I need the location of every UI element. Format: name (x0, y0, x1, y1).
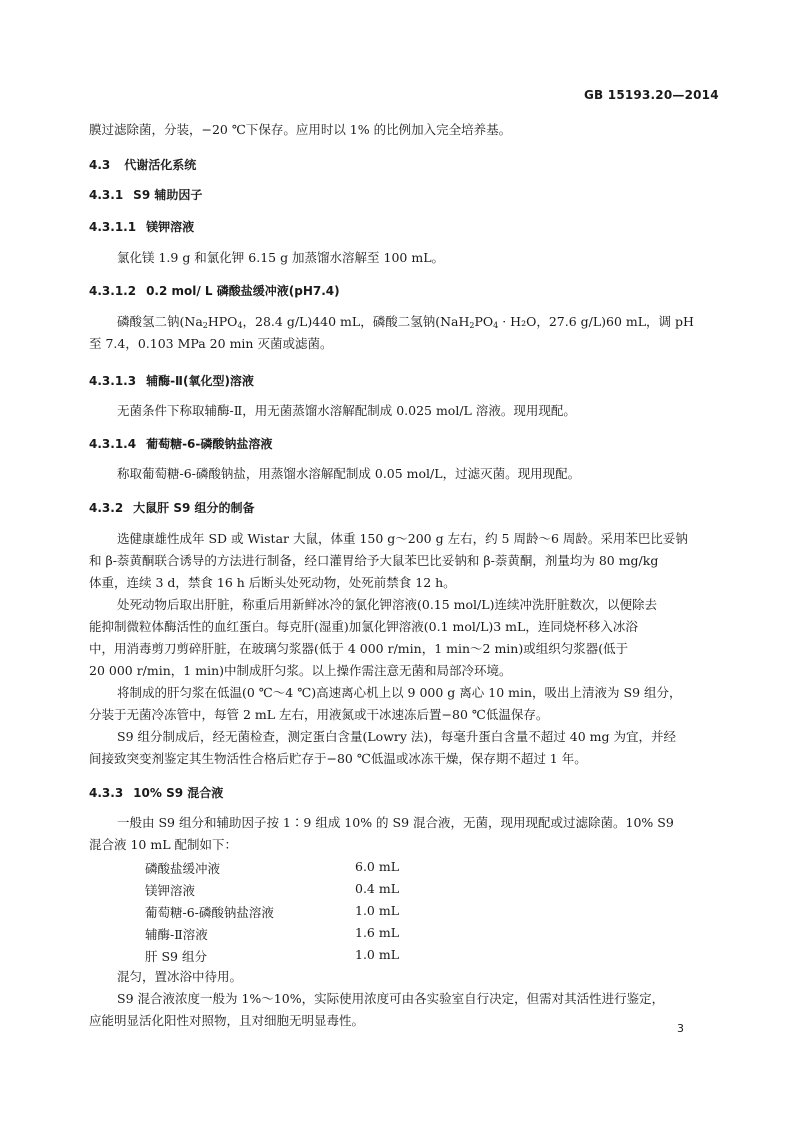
paragraph-line: S9 混合液浓度一般为 1%～10%，实际使用浓度可由各实验室自行决定，但需对其活性进行鉴定， (117, 991, 665, 1006)
paragraph-line: 20 000 r/min，1 min)中制成肝匀浆。以上操作需注意无菌和局部冷环境。 (89, 663, 512, 678)
section-number: 4.3.1.1 (89, 220, 137, 234)
paragraph-line: 处死动物后取出肝脏，称重后用新鲜冰冷的氯化钾溶液(0.15 mol/L)连续冲洗肝脏数次，以便除去 (117, 597, 657, 612)
paragraph-line: 选健康雄性成年 SD 或 Wistar 大鼠，体重 150 g～200 g 左右，约 5 周龄～6 周龄。采用苯巴比妥钠 (117, 531, 688, 546)
page-number: 3 (677, 1022, 684, 1035)
section-heading-4-3-1-3 (89, 372, 254, 389)
standard-number: GB 15193.20—2014 (584, 88, 719, 102)
section-number: 4.3.2 (89, 501, 124, 515)
section-title: 大鼠肝 S9 组分的制备 (133, 501, 255, 515)
section-heading-4-3 (89, 156, 196, 173)
section-number: 4.3 (89, 158, 111, 172)
section-number: 4.3.1.4 (89, 437, 137, 451)
section-heading-4-3-1-1 (89, 218, 194, 235)
paragraph-line: 体重，连续 3 d，禁食 16 h 后断头处死动物，处死前禁食 12 h。 (89, 575, 456, 590)
paragraph-line-formula: 磷酸氢二钠($Na_2HPO_4$，28.4 g/L)440 mL，磷酸二氢钠($NaH_2PO_4 \cdot H_2O$，27.6 g/L)60 mL，调 pH (117, 314, 694, 330)
recipe-item-name: 肝 S9 组分 (145, 949, 207, 964)
section-title: 镁钾溶液 (146, 220, 195, 234)
paragraph-line: 氯化镁 1.9 g 和氯化钾 6.15 g 加蒸馏水溶解至 100 mL。 (117, 250, 445, 265)
paragraph-line: S9 组分制成后，经无菌检查，测定蛋白含量(Lowry 法)，每毫升蛋白含量不超过 40 mg 为宜，并经 (117, 729, 676, 744)
paragraph-line: 称取葡萄糖-6-磷酸钠盐，用蒸馏水溶解配制成 0.05 mol/L，过滤灭菌。现用现配。 (117, 466, 581, 481)
paragraph-line: 一般由 S9 组分和辅助因子按 1∶9 组成 10% 的 S9 混合液，无菌，现用现配或过滤除菌。10% S9 (117, 815, 674, 830)
recipe-item-amount: 1.0 mL (355, 947, 400, 962)
section-number: 4.3.3 (89, 786, 124, 800)
paragraph-line: 膜过滤除菌，分装，−20 ℃下保存。应用时以 1% 的比例加入完全培养基。 (89, 122, 512, 137)
paragraph-line: 中，用消毒剪刀剪碎肝脏，在玻璃匀浆器(低于 4 000 r/min，1 min～2 min)或组织匀浆器(低于 (89, 641, 629, 656)
section-title: 代谢活化系统 (124, 158, 197, 172)
paragraph-line: 无菌条件下称取辅酶-Ⅱ，用无菌蒸馏水溶解配制成 0.025 mol/L 溶液。现用现配。 (117, 403, 576, 418)
paragraph-line: 应能明显活化阳性对照物，且对细胞无明显毒性。 (89, 1013, 365, 1028)
section-title: 辅酶-Ⅱ(氧化型)溶液 (146, 374, 254, 388)
section-heading-4-3-1-2 (89, 282, 340, 299)
section-number: 4.3.1.2 (89, 284, 137, 298)
paragraph-line: 间接致突变剂鉴定其生物活性合格后贮存于−80 ℃低温或冰冻干燥，保存期不超过 1 年。 (89, 751, 587, 766)
paragraph-line: 能抑制微粒体酶活性的血红蛋白。每克肝(湿重)加氯化钾溶液(0.1 mol/L)3 mL，连同烧杯移入冰浴 (89, 619, 638, 634)
section-heading-4-3-2 (89, 499, 255, 516)
paragraph-line: 将制成的肝匀浆在低温(0 ℃～4 ℃)高速离心机上以 9 000 g 离心 10 min，吸出上清液为 S9 组分， (117, 685, 682, 700)
section-title: 葡萄糖-6-磷酸钠盐溶液 (146, 437, 273, 451)
recipe-item-name: 镁钾溶液 (145, 883, 196, 898)
section-heading-4-3-3 (89, 784, 223, 801)
section-number: 4.3.1 (89, 188, 124, 202)
paragraph-line: 分装于无菌冷冻管中，每管 2 mL 左右，用液氮或干冰速冻后置−80 ℃低温保存。 (89, 707, 549, 722)
section-heading-4-3-1-4 (89, 435, 272, 452)
recipe-item-amount: 1.6 mL (355, 925, 400, 940)
recipe-item-amount: 6.0 mL (355, 859, 400, 874)
recipe-item-name: 磷酸盐缓冲液 (145, 861, 221, 876)
recipe-item-name: 葡萄糖-6-磷酸钠盐溶液 (145, 905, 274, 920)
recipe-item-amount: 1.0 mL (355, 903, 400, 918)
section-title: 0.2 mol/ L 磷酸盐缓冲液(pH7.4) (146, 284, 340, 298)
section-number: 4.3.1.3 (89, 374, 137, 388)
section-title: S9 辅助因子 (133, 188, 203, 202)
section-heading-4-3-1 (89, 186, 202, 203)
paragraph-line: 混合液 10 mL 配制如下： (89, 837, 237, 852)
recipe-item-name: 辅酶-Ⅱ溶液 (145, 927, 208, 942)
paragraph-line: 混匀，置冰浴中待用。 (117, 969, 243, 984)
section-title: 10% S9 混合液 (133, 786, 224, 800)
recipe-item-amount: 0.4 mL (355, 881, 400, 896)
paragraph-line: 和 β-萘黄酮联合诱导的方法进行制备，经口灌胃给予大鼠苯巴比妥钠和 β-萘黄酮，剂量均为 80 mg/kg (89, 553, 659, 568)
paragraph-line: 至 7.4，0.103 MPa 20 min 灭菌或滤菌。 (89, 336, 333, 351)
